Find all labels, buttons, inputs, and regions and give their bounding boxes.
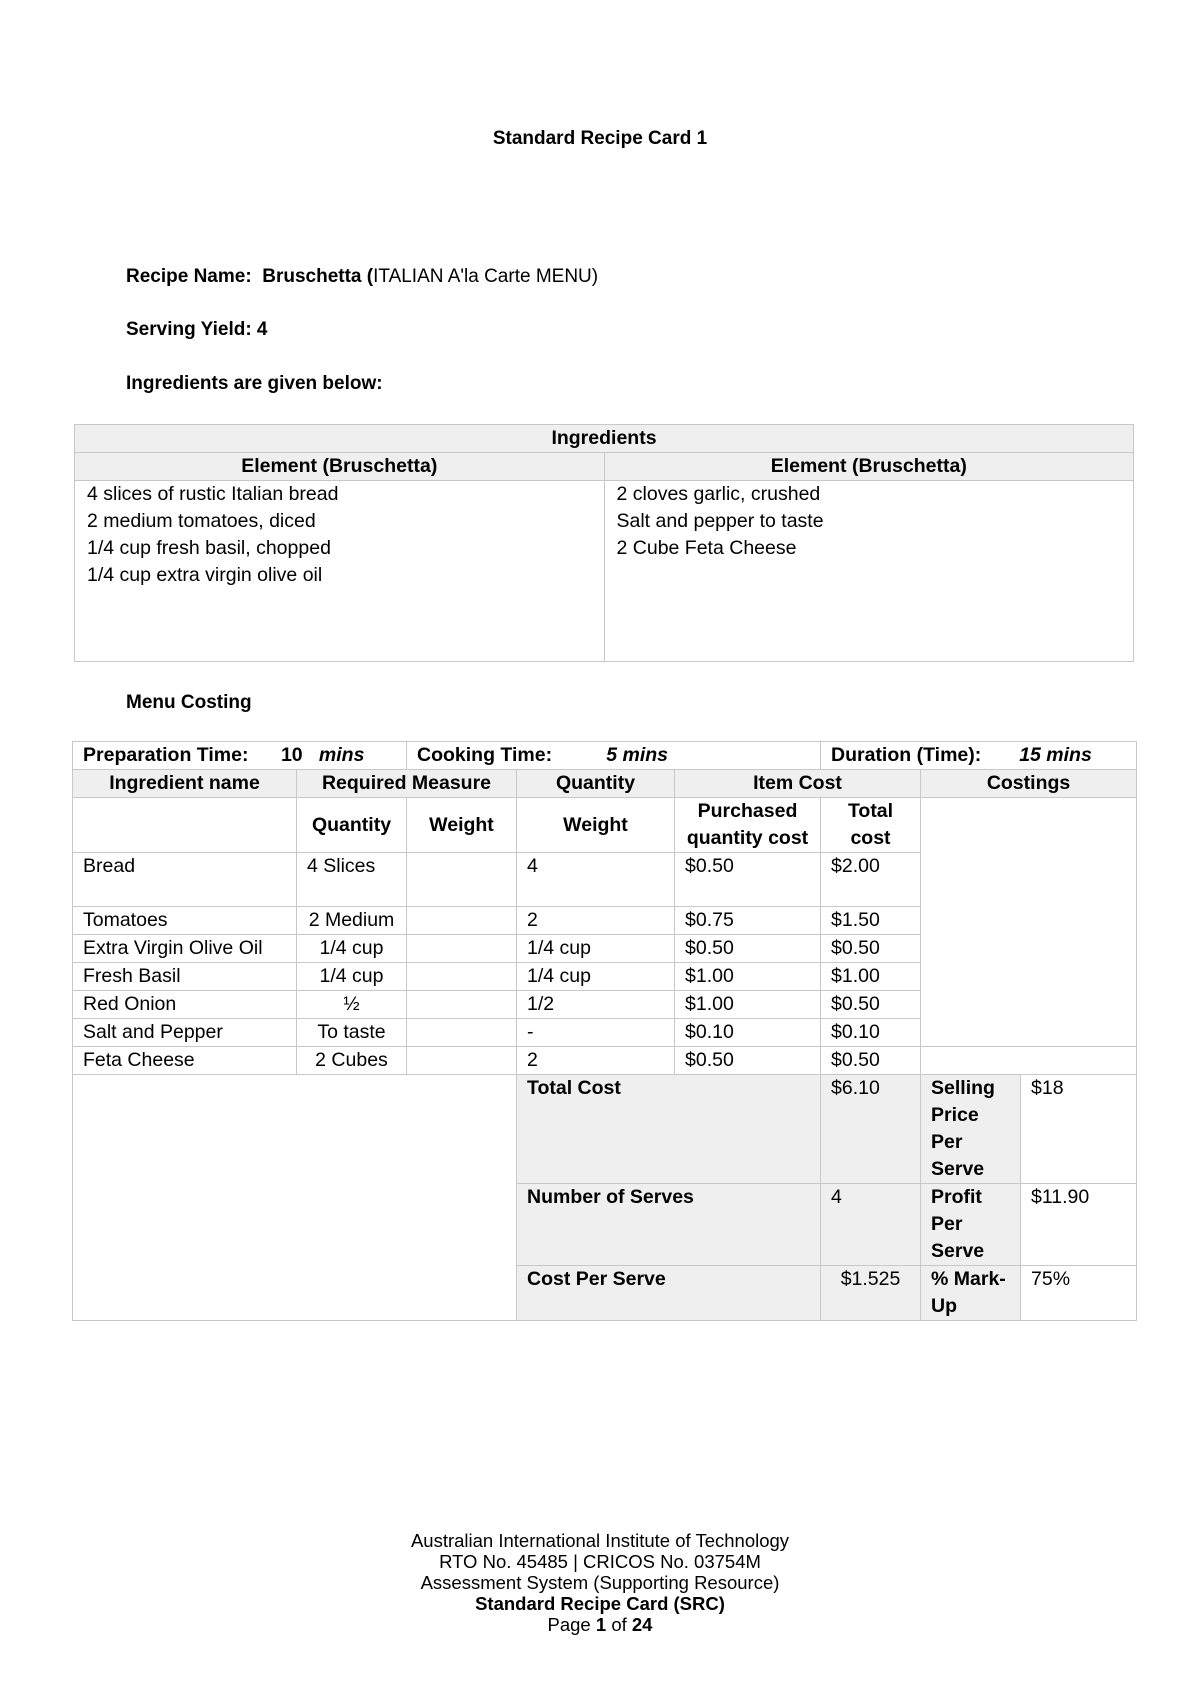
row-weight — [407, 907, 517, 935]
cost-per-serve-label: Cost Per Serve — [517, 1266, 821, 1321]
row-qty-weight: 1/4 cup — [517, 935, 675, 963]
row-name: Salt and Pepper — [73, 1019, 297, 1047]
row-purchased: $0.50 — [675, 853, 821, 907]
row-req-qty: ½ — [297, 991, 407, 1019]
prep-time-unit: mins — [318, 744, 365, 766]
footer-rto: RTO No. 45485 | CRICOS No. 03754M — [439, 1551, 761, 1572]
row-name: Feta Cheese — [73, 1047, 297, 1075]
row-weight — [407, 963, 517, 991]
row-total: $1.50 — [821, 907, 921, 935]
recipe-name-label: Recipe Name: — [126, 266, 252, 287]
row-name: Extra Virgin Olive Oil — [73, 935, 297, 963]
header-item-cost: Item Cost — [675, 770, 921, 798]
ingredients-intro: Ingredients are given below: — [126, 373, 383, 394]
ingredient-item: 2 Cube Feta Cheese — [616, 537, 797, 559]
table-row — [73, 1047, 1137, 1075]
page-of: of — [611, 1614, 627, 1635]
row-weight — [407, 991, 517, 1019]
row-name: Red Onion — [73, 991, 297, 1019]
prep-time-label: Preparation Time: — [83, 744, 249, 766]
profit-value: $11.90 — [1021, 1184, 1137, 1266]
page-current: 1 — [595, 1614, 607, 1635]
row-total: $0.50 — [821, 935, 921, 963]
row-purchased: $0.10 — [675, 1019, 821, 1047]
row-qty-weight: 1/4 cup — [517, 963, 675, 991]
subheader-purchased: Purchased quantity cost — [675, 798, 821, 853]
row-purchased: $1.00 — [675, 991, 821, 1019]
serving-yield: Serving Yield: 4 — [126, 319, 268, 340]
row-req-qty: 2 Cubes — [297, 1047, 407, 1075]
ingredient-item: 2 cloves garlic, crushed — [616, 483, 821, 505]
summary-blank — [73, 1075, 517, 1321]
recipe-name-line — [126, 266, 598, 288]
row-weight — [407, 853, 517, 907]
row-req-qty: 4 Slices — [297, 853, 407, 907]
row-qty-weight: 4 — [517, 853, 675, 907]
ingredient-item: 2 medium tomatoes, diced — [87, 510, 316, 532]
subheader-total: Total cost — [821, 798, 921, 853]
row-weight — [407, 1047, 517, 1075]
row-name: Fresh Basil — [73, 963, 297, 991]
header-quantity: Quantity — [517, 770, 675, 798]
serves-value: 4 — [821, 1184, 921, 1266]
row-purchased: $0.50 — [675, 935, 821, 963]
footer-institute: Australian International Institute of Technology — [410, 1530, 790, 1551]
cook-time-label: Cooking Time: — [417, 744, 553, 766]
row-total: $0.10 — [821, 1019, 921, 1047]
menu-costing-table — [72, 741, 1137, 1321]
ingredients-col2 — [604, 481, 1134, 662]
subheader-quantity: Quantity — [297, 798, 407, 853]
duration-value: 15 mins — [1019, 744, 1092, 766]
row-total: $1.00 — [821, 963, 921, 991]
ingredients-col1-header: Element (Bruschetta) — [75, 453, 605, 481]
duration-cell — [821, 742, 1137, 770]
footer-assessment: Assessment System (Supporting Resource) — [420, 1572, 780, 1593]
page-total: 24 — [631, 1614, 653, 1635]
row-qty-weight: 2 — [517, 907, 675, 935]
page-number — [0, 1614, 1200, 1635]
row-name: Tomatoes — [73, 907, 297, 935]
selling-price-value: $18 — [1021, 1075, 1137, 1184]
row-purchased: $0.75 — [675, 907, 821, 935]
markup-label: % Mark-Up — [921, 1266, 1021, 1321]
recipe-name-sub: ITALIAN A'la Carte MENU) — [373, 266, 599, 287]
selling-price-label: Selling Price Per Serve — [921, 1075, 1021, 1184]
prep-time-cell — [73, 742, 407, 770]
serves-label: Number of Serves — [517, 1184, 821, 1266]
ingredients-table — [74, 424, 1134, 662]
ingredients-col1 — [75, 481, 605, 662]
cook-time-value: 5 mins — [606, 744, 669, 766]
markup-value: 75% — [1021, 1266, 1137, 1321]
row-total: $2.00 — [821, 853, 921, 907]
row-qty-weight: 2 — [517, 1047, 675, 1075]
page-prefix: Page — [547, 1614, 591, 1635]
header-costings: Costings — [921, 770, 1137, 798]
row-total: $0.50 — [821, 1047, 921, 1075]
feta-costings-blank — [921, 1047, 1137, 1075]
row-purchased: $1.00 — [675, 963, 821, 991]
ingredient-item: 4 slices of rustic Italian bread — [87, 483, 339, 505]
menu-costing-heading: Menu Costing — [126, 692, 252, 713]
duration-label: Duration (Time): — [831, 744, 982, 766]
footer — [0, 1530, 1200, 1635]
row-qty-weight: - — [517, 1019, 675, 1047]
page-title: Standard Recipe Card 1 — [492, 128, 708, 149]
subheader-weight: Weight — [407, 798, 517, 853]
row-qty-weight: 1/2 — [517, 991, 675, 1019]
row-req-qty: 2 Medium — [297, 907, 407, 935]
row-purchased: $0.50 — [675, 1047, 821, 1075]
costings-blank — [921, 798, 1137, 1047]
total-cost-label: Total Cost — [517, 1075, 821, 1184]
row-req-qty: 1/4 cup — [297, 935, 407, 963]
ingredient-item: 1/4 cup fresh basil, chopped — [87, 537, 331, 559]
row-req-qty: 1/4 cup — [297, 963, 407, 991]
row-weight — [407, 1019, 517, 1047]
row-total: $0.50 — [821, 991, 921, 1019]
row-req-qty: To taste — [297, 1019, 407, 1047]
ingredients-col2-header: Element (Bruschetta) — [604, 453, 1134, 481]
recipe-name-value: Bruschetta ( — [262, 266, 374, 287]
row-weight — [407, 935, 517, 963]
subheader-weight2: Weight — [517, 798, 675, 853]
cook-time-cell — [407, 742, 821, 770]
ingredient-item: Salt and pepper to taste — [616, 510, 824, 532]
profit-label: Profit Per Serve — [921, 1184, 1021, 1266]
prep-time-value: 10 — [280, 744, 303, 766]
footer-src: Standard Recipe Card (SRC) — [475, 1593, 725, 1614]
ingredients-header: Ingredients — [75, 425, 1134, 453]
row-name: Bread — [73, 853, 297, 907]
cost-per-serve-value: $1.525 — [821, 1266, 921, 1321]
ingredient-item: 1/4 cup extra virgin olive oil — [87, 564, 323, 586]
total-cost-value: $6.10 — [821, 1075, 921, 1184]
header-required-measure: Required Measure — [297, 770, 517, 798]
subheader-empty — [73, 798, 297, 853]
header-ingredient-name: Ingredient name — [73, 770, 297, 798]
